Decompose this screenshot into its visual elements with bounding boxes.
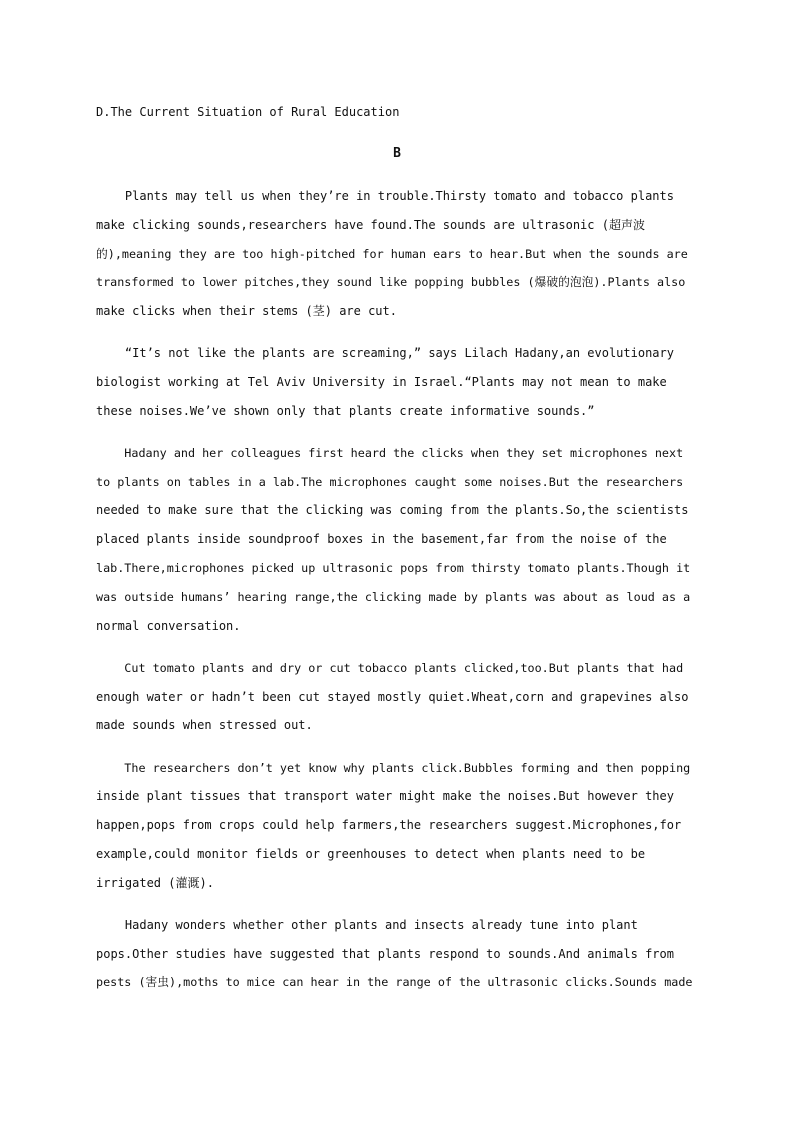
text-line: needed to make sure that the clicking was coming from the plants.So,the scientists — [96, 503, 689, 517]
text-line: made sounds when stressed out. — [96, 718, 313, 732]
text-line: pests (害虫),moths to mice can hear in the range of the ultrasonic clicks.Sounds made — [96, 975, 693, 989]
text-line: was outside humans’ hearing range,the clicking made by plants was about as loud as a — [96, 590, 691, 604]
option-d-line: D.The Current Situation of Rural Education — [96, 105, 400, 119]
text-line: make clicking sounds,researchers have found.The sounds are ultrasonic (超声波 — [96, 218, 645, 232]
text-line: lab.There,microphones picked up ultrasonic pops from thirsty tomato plants.Though it — [96, 561, 691, 575]
text-line: “It’s not like the plants are screaming,” says Lilach Hadany,an evolutionary — [96, 346, 674, 360]
text-line: biologist working at Tel Aviv University in Israel.“Plants may not mean to make — [96, 375, 667, 389]
text-line: Plants may tell us when they’re in trouble.Thirsty tomato and tobacco plants — [96, 189, 674, 203]
text-line: make clicks when their stems (茎) are cut. — [96, 304, 397, 318]
text-line: placed plants inside soundproof boxes in the basement,far from the noise of the — [96, 532, 667, 546]
section-heading-b: B — [393, 146, 401, 161]
text-line: Hadany and her colleagues first heard the clicks when they set microphones next — [96, 446, 684, 460]
text-line: these noises.We’ve shown only that plants create informative sounds.” — [96, 404, 595, 418]
text-line: 的),meaning they are too high-pitched for human ears to hear.But when the sounds are — [96, 247, 688, 261]
text-line: enough water or hadn’t been cut stayed mostly quiet.Wheat,corn and grapevines also — [96, 690, 689, 704]
text-line: inside plant tissues that transport water might make the noises.But however they — [96, 789, 674, 803]
text-line: happen,pops from crops could help farmers,the researchers suggest.Microphones,for — [96, 818, 682, 832]
text-line: The researchers don’t yet know why plants click.Bubbles forming and then popping — [96, 761, 691, 775]
text-line: transformed to lower pitches,they sound like popping bubbles (爆破的泡泡).Plants also — [96, 275, 686, 289]
text-line: irrigated (灌溉). — [96, 876, 214, 890]
text-line: Hadany wonders whether other plants and insects already tune into plant — [96, 918, 638, 932]
text-line: pops.Other studies have suggested that plants respond to sounds.And animals from — [96, 947, 674, 961]
text-line: Cut tomato plants and dry or cut tobacco plants clicked,too.But plants that had — [96, 661, 684, 675]
text-line: example,could monitor fields or greenhouses to detect when plants need to be — [96, 847, 646, 861]
text-line: to plants on tables in a lab.The microphones caught some noises.But the researchers — [96, 475, 684, 489]
text-line: normal conversation. — [96, 619, 241, 633]
